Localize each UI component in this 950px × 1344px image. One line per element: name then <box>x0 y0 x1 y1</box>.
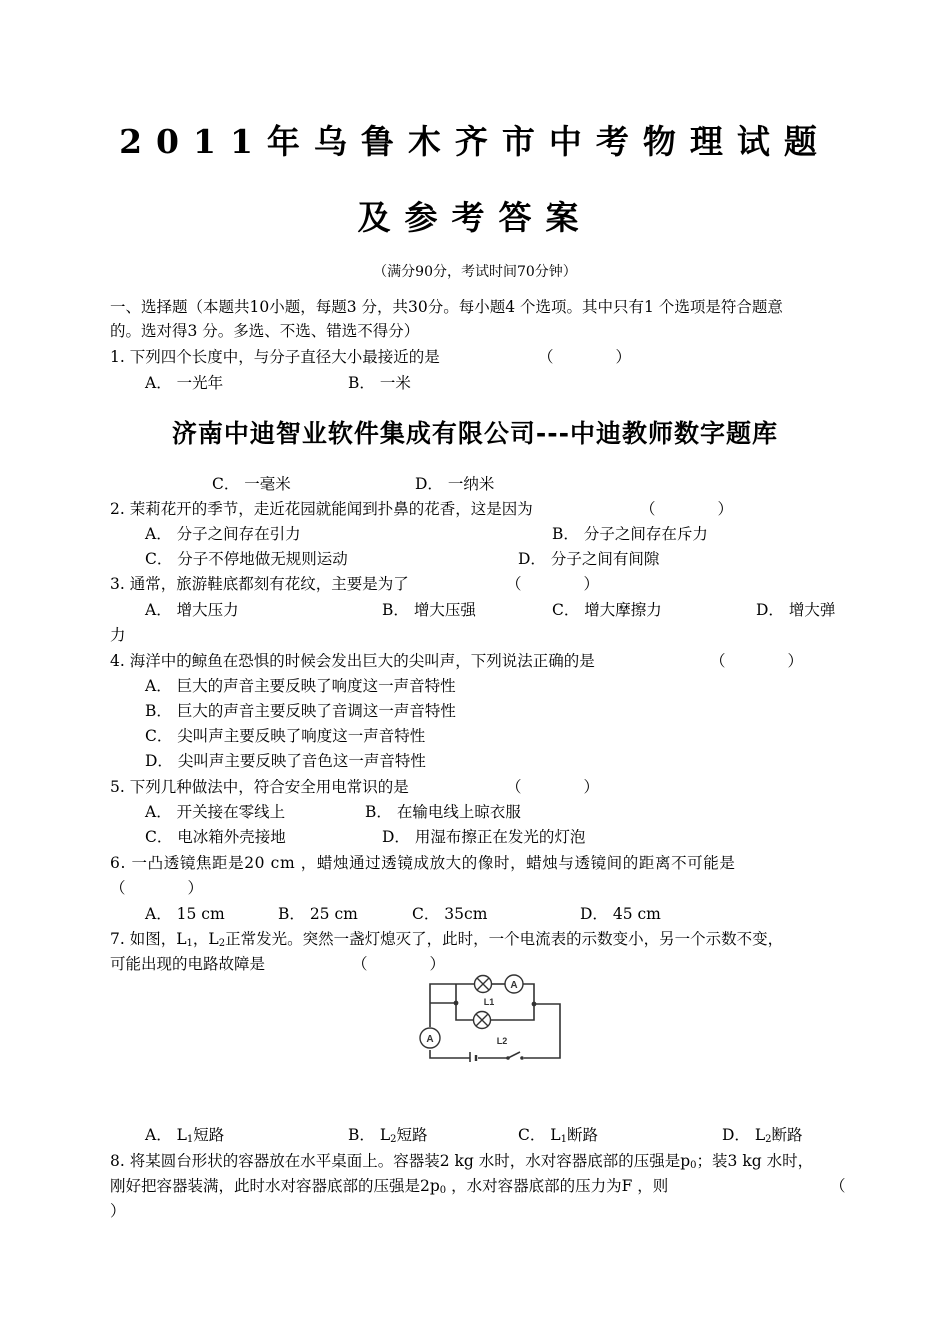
q7-option-d-text: 断路 <box>771 1126 803 1144</box>
q2-option-d: D． 分子之间有间隙 <box>518 550 660 568</box>
q6-option-d: D． 45 cm <box>580 905 661 923</box>
q4-option-b: B． 巨大的声音主要反映了音调这一声音特性 <box>145 702 456 720</box>
title-line-2: 及参考答案 <box>357 198 593 237</box>
q1-stem: 1. 下列四个长度中，与分子直径大小最接近的是 <box>110 348 440 366</box>
ammeter-left-label: A <box>426 1034 434 1045</box>
q7-option-b <box>348 1125 428 1150</box>
q8-line1-sub: 0 <box>690 1160 697 1171</box>
q8-line2-text: 刚好把容器装满，此时水对容器底部的压强是2p <box>110 1177 440 1195</box>
q3-option-d: D． 增大弹 <box>756 601 836 619</box>
q4-answer-paren: （ ） <box>710 652 804 670</box>
circuit-diagram <box>412 970 562 1062</box>
q3-option-a: A． 增大压力 <box>145 601 239 619</box>
q5-option-d: D． 用湿布擦正在发光的灯泡 <box>382 828 586 846</box>
lamp-l1-label: L1 <box>483 997 495 1007</box>
ammeter-top-label: A <box>510 980 518 991</box>
q7-option-b-sub: 2 <box>390 1134 397 1145</box>
q7-option-c-label: C． L <box>518 1126 561 1144</box>
q7-option-a-text: 短路 <box>193 1126 225 1144</box>
q8-line2-sub: 0 <box>439 1185 447 1196</box>
q1-option-b: B． 一米 <box>348 374 411 392</box>
watermark: 济南中迪智业软件集成有限公司---中迪教师数字题库 <box>171 419 779 448</box>
q7-option-d-label: D． L <box>722 1126 766 1144</box>
section-instructions-1: 一、选择题（本题共10小题，每题3 分，共30分。每小题4 个选项。其中只有1 个选项是符合题意 <box>110 298 783 316</box>
q7-option-c-sub: 1 <box>560 1134 567 1145</box>
q8-line1-text: 8. 将某圆台形状的容器放在水平桌面上。容器装2 kg 水时，水对容器底部的压强是p <box>110 1152 691 1170</box>
q5-answer-paren: （ ） <box>506 778 600 796</box>
q7-option-d-sub: 2 <box>765 1134 772 1145</box>
junction-dot-right <box>532 1002 537 1007</box>
q4-option-d: D． 尖叫声主要反映了音色这一声音特性 <box>145 752 426 770</box>
q1-option-d: D． 一纳米 <box>415 475 495 493</box>
q7-option-b-text: 短路 <box>396 1126 428 1144</box>
q7-option-a <box>145 1125 224 1150</box>
q7-option-b-label: B． L <box>348 1126 391 1144</box>
q7-stem-l1: L <box>176 930 187 948</box>
title-line-1: 2011年乌鲁木齐市中考物理试题 <box>119 122 831 161</box>
q7-option-d <box>722 1125 803 1150</box>
q2-stem: 2. 茉莉花开的季节，走近花园就能闻到扑鼻的花香，这是因为 <box>110 500 533 518</box>
q1-option-a: A． 一光年 <box>145 374 224 392</box>
q3-option-d-continued: 力 <box>110 626 126 644</box>
exam-note: （满分90分，考试时间70分钟） <box>373 264 577 280</box>
q8-paren-close: ） <box>110 1202 126 1220</box>
q6-option-c: C． 35cm <box>412 905 488 923</box>
q7-option-c-text: 断路 <box>566 1126 598 1144</box>
q3-answer-paren: （ ） <box>506 575 600 593</box>
q3-stem: 3. 通常，旅游鞋底都刻有花纹，主要是为了 <box>110 575 409 593</box>
q5-option-a: A． 开关接在零线上 <box>145 803 286 821</box>
q4-option-a: A． 巨大的声音主要反映了响度这一声音特性 <box>145 677 456 695</box>
q7-stem-text: 正常发光。突然一盏灯熄灭了，此时，一个电流表的示数变小，另一个示数不变， <box>225 930 784 948</box>
q8-stem-line-1 <box>110 1151 813 1176</box>
q2-answer-paren: （ ） <box>640 500 734 518</box>
q5-option-c: C． 电冰箱外壳接地 <box>145 828 286 846</box>
q1-option-c: C． 一毫米 <box>212 475 291 493</box>
q6-option-a: A． 15 cm <box>145 905 225 923</box>
q6-option-b: B． 25 cm <box>278 905 358 923</box>
q2-option-a: A． 分子之间存在引力 <box>145 525 301 543</box>
q5-option-b: B． 在输电线上晾衣服 <box>365 803 521 821</box>
q7-option-c <box>518 1125 598 1150</box>
q8-line1-tail: ；装3 kg 水时， <box>696 1152 814 1170</box>
q2-option-c: C． 分子不停地做无规则运动 <box>145 550 348 568</box>
junction-dot-left <box>454 1001 459 1006</box>
q1-answer-paren: （ ） <box>538 348 632 366</box>
q3-option-c: C． 增大摩擦力 <box>552 601 662 619</box>
q7-answer-paren: （ ） <box>352 955 446 973</box>
q8-stem-line-2 <box>110 1176 668 1201</box>
q7-stem-l1-sub: 1 <box>186 938 193 949</box>
q6-answer-paren: （ ） <box>110 879 204 897</box>
q4-stem: 4. 海洋中的鲸鱼在恐惧的时候会发出巨大的尖叫声，下列说法正确的是 <box>110 652 595 670</box>
q4-option-c: C． 尖叫声主要反映了响度这一声音特性 <box>145 727 426 745</box>
q5-stem: 5. 下列几种做法中，符合安全用电常识的是 <box>110 778 409 796</box>
q2-option-b: B． 分子之间存在斥力 <box>552 525 708 543</box>
q7-option-a-sub: 1 <box>186 1134 194 1145</box>
q8-paren-open: （ <box>830 1177 846 1195</box>
q8-line2-tail: ，水对容器底部的压力为F ，则 <box>446 1177 669 1195</box>
q7-stem-line-2: 可能出现的电路故障是 <box>110 955 266 973</box>
q7-stem <box>110 929 783 954</box>
q7-stem-l2: ，L <box>192 930 219 948</box>
q7-stem-l2-sub: 2 <box>218 938 226 949</box>
q3-option-b: B． 增大压强 <box>382 601 476 619</box>
q7-option-a-label: A． L <box>145 1126 187 1144</box>
q7-stem-prefix: 7. 如图， <box>110 930 177 948</box>
lamp-l2-label: L2 <box>496 1036 508 1046</box>
q6-stem: 6. 一凸透镜焦距是20 cm ，蜡烛通过透镜成放大的像时，蜡烛与透镜间的距离不可能是 <box>110 854 736 872</box>
section-instructions-2: 的。选对得3 分。多选、不选、错选不得分） <box>110 322 420 340</box>
